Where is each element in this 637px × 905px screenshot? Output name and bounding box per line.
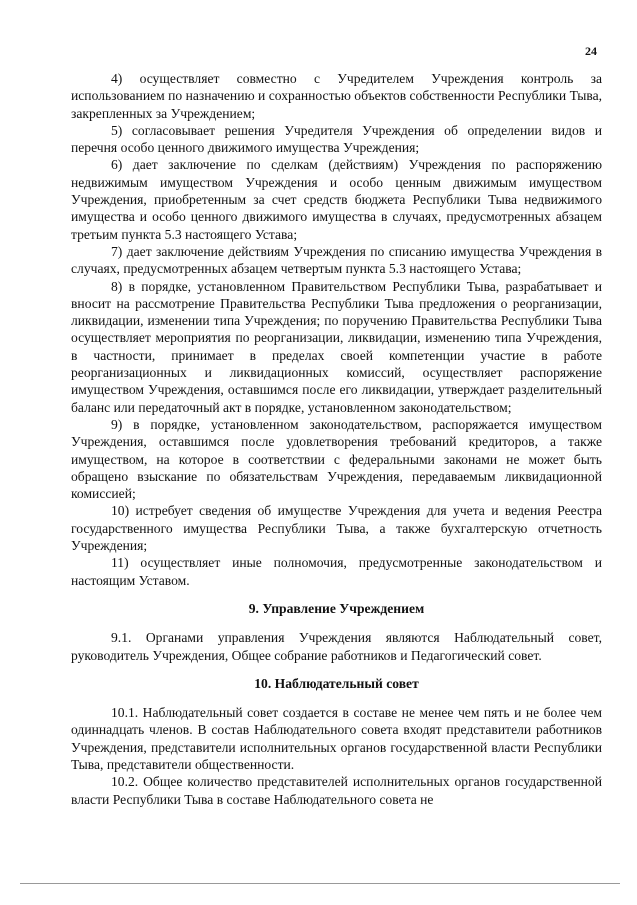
list-item-11: 11) осуществляет иные полномочия, предусмотренные законодательством и настоящим Уставом. <box>71 555 602 588</box>
list-item-6: 6) дает заключение по сделкам (действиям) Учреждения по распоряжению недвижимым имуществом Учреждения и особо ценным движимым имуществом Учреждения, приобретенным за счет средств бюджета Республики Тыва недвижимого имущества и особо ценного движимого имущества в случаях, предусмотренных абзацем третьим пункта 5.3 настоящего Устава; <box>71 157 602 242</box>
section-10-heading: 10. Наблюдательный совет <box>254 675 419 691</box>
list-item-4: 4) осуществляет совместно с Учредителем Учреждения контроль за использованием по назначению и сохранностью объектов собственности Республики Тыва, закрепленных за Учреждением; <box>71 71 602 121</box>
list-item-5: 5) согласовывает решения Учредителя Учреждения об определении видов и перечня особо ценного движимого имущества Учреждения; <box>71 122 602 156</box>
paragraph-10-2: 10.2. Общее количество представителей исполнительных органов государственной власти Республики Тыва в составе Наблюдательного совета не <box>71 774 602 807</box>
list-item-8: 8) в порядке, установленном Правительством Республики Тыва, разрабатывает и вносит на рассмотрение Правительства Республики Тыва предложения о реорганизации, ликвидации, изменении типа Учреждения; по поручению Правительства Республики Тыва осуществляет мероприятия по реорганизации, ликвидации, изменению типа Учреждения, в частности, принимает в пределах своей компетенции участие в работе реорганизационных и ликвидационных комиссий, осуществляет распоряжение имуществом Учреждения, оставшимся после его ликвидации, утверждает разделительный баланс или передаточный акт в порядке, установленном законодательством; <box>71 278 602 415</box>
page-number: 24 <box>585 44 597 58</box>
list-item-7: 7) дает заключение действиям Учреждения по списанию имущества Учреждения в случаях, предусмотренных абзацем четвертым пункта 5.3 настоящего Устава; <box>71 243 602 277</box>
paragraph-9-1: 9.1. Органами управления Учреждения являются Наблюдательный совет, руководитель Учреждения, Общее собрание работников и Педагогический совет. <box>71 630 602 663</box>
paragraph-10-1: 10.1. Наблюдательный совет создается в составе не менее чем пять и не более чем одиннадцать членов. В состав Наблюдательного совета входят представители работников Учреждения, представители исполнительных органов государственной власти Республики Тыва, представители общественности. <box>71 705 602 772</box>
list-item-10: 10) истребует сведения об имуществе Учреждения для учета и ведения Реестра государственного имущества Республики Тыва, а также бухгалтерскую отчетность Учреждения; <box>71 503 602 554</box>
page-bottom-edge <box>20 883 620 884</box>
document-body <box>71 70 602 808</box>
section-9-heading: 9. Управление Учреждением <box>248 600 425 616</box>
list-item-9: 9) в порядке, установленном законодательством, распоряжается имуществом Учреждения, оставшимся после удовлетворения требований кредиторов, а также имуществом, на которое в соответствии с федеральными законами не может быть обращено взыскание по обязательствам Учреждения, передаваемым ликвидационной комиссией; <box>71 416 602 502</box>
